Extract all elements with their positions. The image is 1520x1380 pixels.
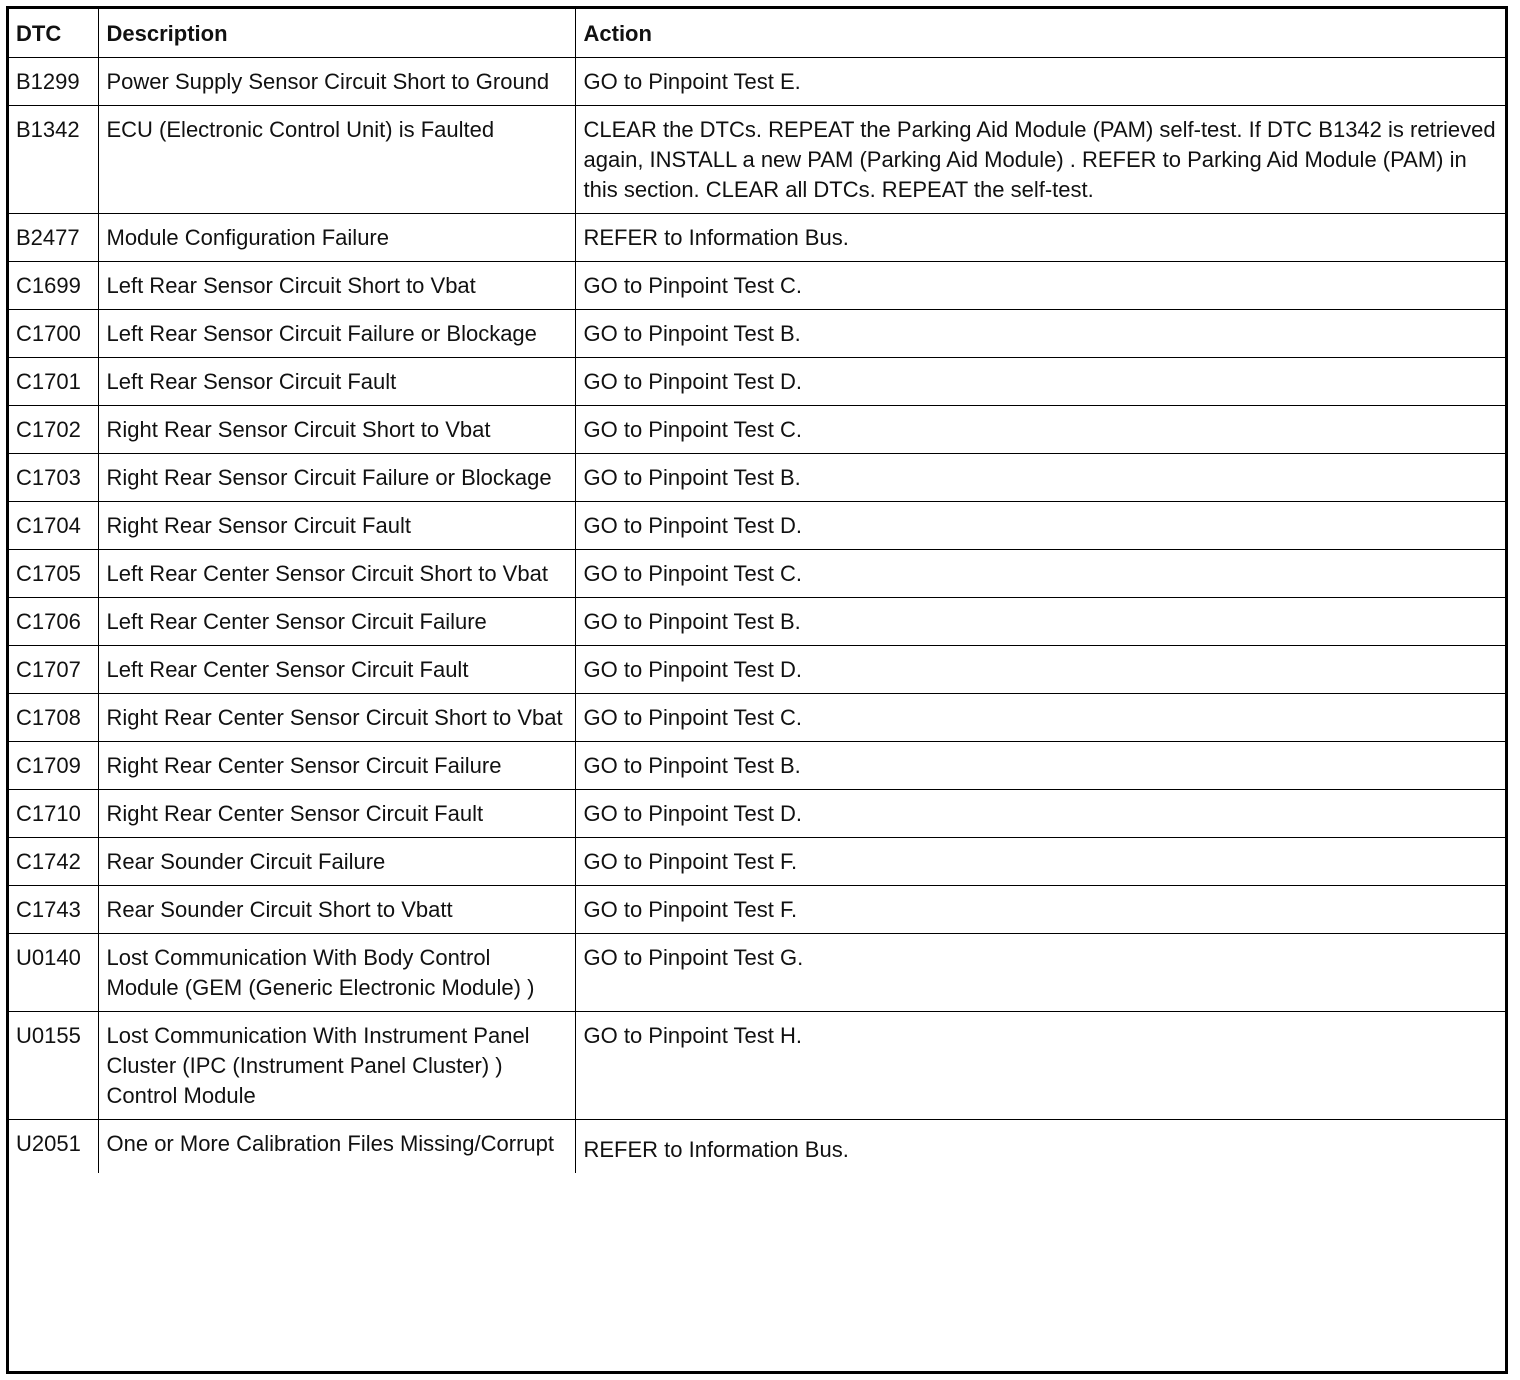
- header-description: Description: [98, 9, 575, 58]
- cell-action: GO to Pinpoint Test D.: [575, 646, 1505, 694]
- cell-description: ECU (Electronic Control Unit) is Faulted: [98, 106, 575, 214]
- cell-action: GO to Pinpoint Test D.: [575, 790, 1505, 838]
- cell-description: Left Rear Center Sensor Circuit Fault: [98, 646, 575, 694]
- table-row: [9, 358, 1505, 406]
- table-row: [9, 934, 1505, 1012]
- table-row: [9, 694, 1505, 742]
- cell-dtc: B1299: [9, 58, 98, 106]
- cell-dtc: C1704: [9, 502, 98, 550]
- cell-action: GO to Pinpoint Test B.: [575, 310, 1505, 358]
- cell-description: Right Rear Center Sensor Circuit Fault: [98, 790, 575, 838]
- cell-action: REFER to Information Bus.: [575, 214, 1505, 262]
- cell-dtc: C1710: [9, 790, 98, 838]
- table-row: [9, 502, 1505, 550]
- cell-description: Right Rear Center Sensor Circuit Short to Vbat: [98, 694, 575, 742]
- cell-description: Right Rear Sensor Circuit Failure or Blockage: [98, 454, 575, 502]
- cell-action: GO to Pinpoint Test C.: [575, 694, 1505, 742]
- cell-dtc: C1700: [9, 310, 98, 358]
- cell-action: GO to Pinpoint Test C.: [575, 550, 1505, 598]
- cell-dtc: C1699: [9, 262, 98, 310]
- cell-dtc: U0155: [9, 1012, 98, 1120]
- table-row: [9, 790, 1505, 838]
- table-row: [9, 106, 1505, 214]
- cell-description: Lost Communication With Instrument Panel Cluster (IPC (Instrument Panel Cluster) ) Control Module: [98, 1012, 575, 1120]
- cell-dtc: U2051: [9, 1120, 98, 1174]
- cell-action: GO to Pinpoint Test C.: [575, 406, 1505, 454]
- cell-description: Rear Sounder Circuit Failure: [98, 838, 575, 886]
- table-row: [9, 550, 1505, 598]
- cell-description: Module Configuration Failure: [98, 214, 575, 262]
- cell-action: GO to Pinpoint Test E.: [575, 58, 1505, 106]
- header-action: Action: [575, 9, 1505, 58]
- cell-dtc: C1703: [9, 454, 98, 502]
- cell-description: Lost Communication With Body Control Module (GEM (Generic Electronic Module) ): [98, 934, 575, 1012]
- cell-description: One or More Calibration Files Missing/Corrupt: [98, 1120, 575, 1174]
- cell-action: GO to Pinpoint Test D.: [575, 502, 1505, 550]
- table-row: [9, 598, 1505, 646]
- table-row: [9, 262, 1505, 310]
- cell-dtc: C1701: [9, 358, 98, 406]
- cell-action: GO to Pinpoint Test F.: [575, 838, 1505, 886]
- table-row: [9, 310, 1505, 358]
- cell-dtc: C1702: [9, 406, 98, 454]
- dtc-table-frame: [6, 6, 1508, 1374]
- cell-dtc: B1342: [9, 106, 98, 214]
- cell-dtc: C1709: [9, 742, 98, 790]
- cell-dtc: B2477: [9, 214, 98, 262]
- cell-dtc: C1707: [9, 646, 98, 694]
- cell-description: Power Supply Sensor Circuit Short to Ground: [98, 58, 575, 106]
- header-dtc: DTC: [9, 9, 98, 58]
- table-header-row: [9, 9, 1505, 58]
- cell-action: GO to Pinpoint Test B.: [575, 598, 1505, 646]
- table-row: [9, 58, 1505, 106]
- cell-action: CLEAR the DTCs. REPEAT the Parking Aid Module (PAM) self-test. If DTC B1342 is retrieved again, INSTALL a new PAM (Parking Aid Module) . REFER to Parking Aid Module (PAM) in this section. CLEAR all DTCs. REPEAT the self-test.: [575, 106, 1505, 214]
- cell-action: GO to Pinpoint Test B.: [575, 454, 1505, 502]
- table-row: [9, 886, 1505, 934]
- cell-description: Rear Sounder Circuit Short to Vbatt: [98, 886, 575, 934]
- cell-action: GO to Pinpoint Test G.: [575, 934, 1505, 1012]
- cell-action: GO to Pinpoint Test D.: [575, 358, 1505, 406]
- cell-action: REFER to Information Bus.: [575, 1120, 1505, 1174]
- cell-description: Left Rear Sensor Circuit Fault: [98, 358, 575, 406]
- table-row: [9, 454, 1505, 502]
- cell-description: Right Rear Sensor Circuit Fault: [98, 502, 575, 550]
- table-row: [9, 1120, 1505, 1174]
- cell-description: Left Rear Sensor Circuit Failure or Blockage: [98, 310, 575, 358]
- cell-description: Left Rear Center Sensor Circuit Failure: [98, 598, 575, 646]
- table-row: [9, 214, 1505, 262]
- table-row: [9, 406, 1505, 454]
- dtc-table: [9, 9, 1505, 1173]
- table-row: [9, 646, 1505, 694]
- cell-description: Right Rear Sensor Circuit Short to Vbat: [98, 406, 575, 454]
- table-row: [9, 1012, 1505, 1120]
- cell-dtc: C1742: [9, 838, 98, 886]
- cell-action: GO to Pinpoint Test H.: [575, 1012, 1505, 1120]
- cell-action: GO to Pinpoint Test B.: [575, 742, 1505, 790]
- cell-action: GO to Pinpoint Test F.: [575, 886, 1505, 934]
- table-row: [9, 742, 1505, 790]
- cell-dtc: C1705: [9, 550, 98, 598]
- cell-dtc: U0140: [9, 934, 98, 1012]
- cell-action: GO to Pinpoint Test C.: [575, 262, 1505, 310]
- cell-description: Left Rear Center Sensor Circuit Short to Vbat: [98, 550, 575, 598]
- cell-dtc: C1706: [9, 598, 98, 646]
- cell-description: Right Rear Center Sensor Circuit Failure: [98, 742, 575, 790]
- cell-description: Left Rear Sensor Circuit Short to Vbat: [98, 262, 575, 310]
- cell-dtc: C1743: [9, 886, 98, 934]
- cell-dtc: C1708: [9, 694, 98, 742]
- table-row: [9, 838, 1505, 886]
